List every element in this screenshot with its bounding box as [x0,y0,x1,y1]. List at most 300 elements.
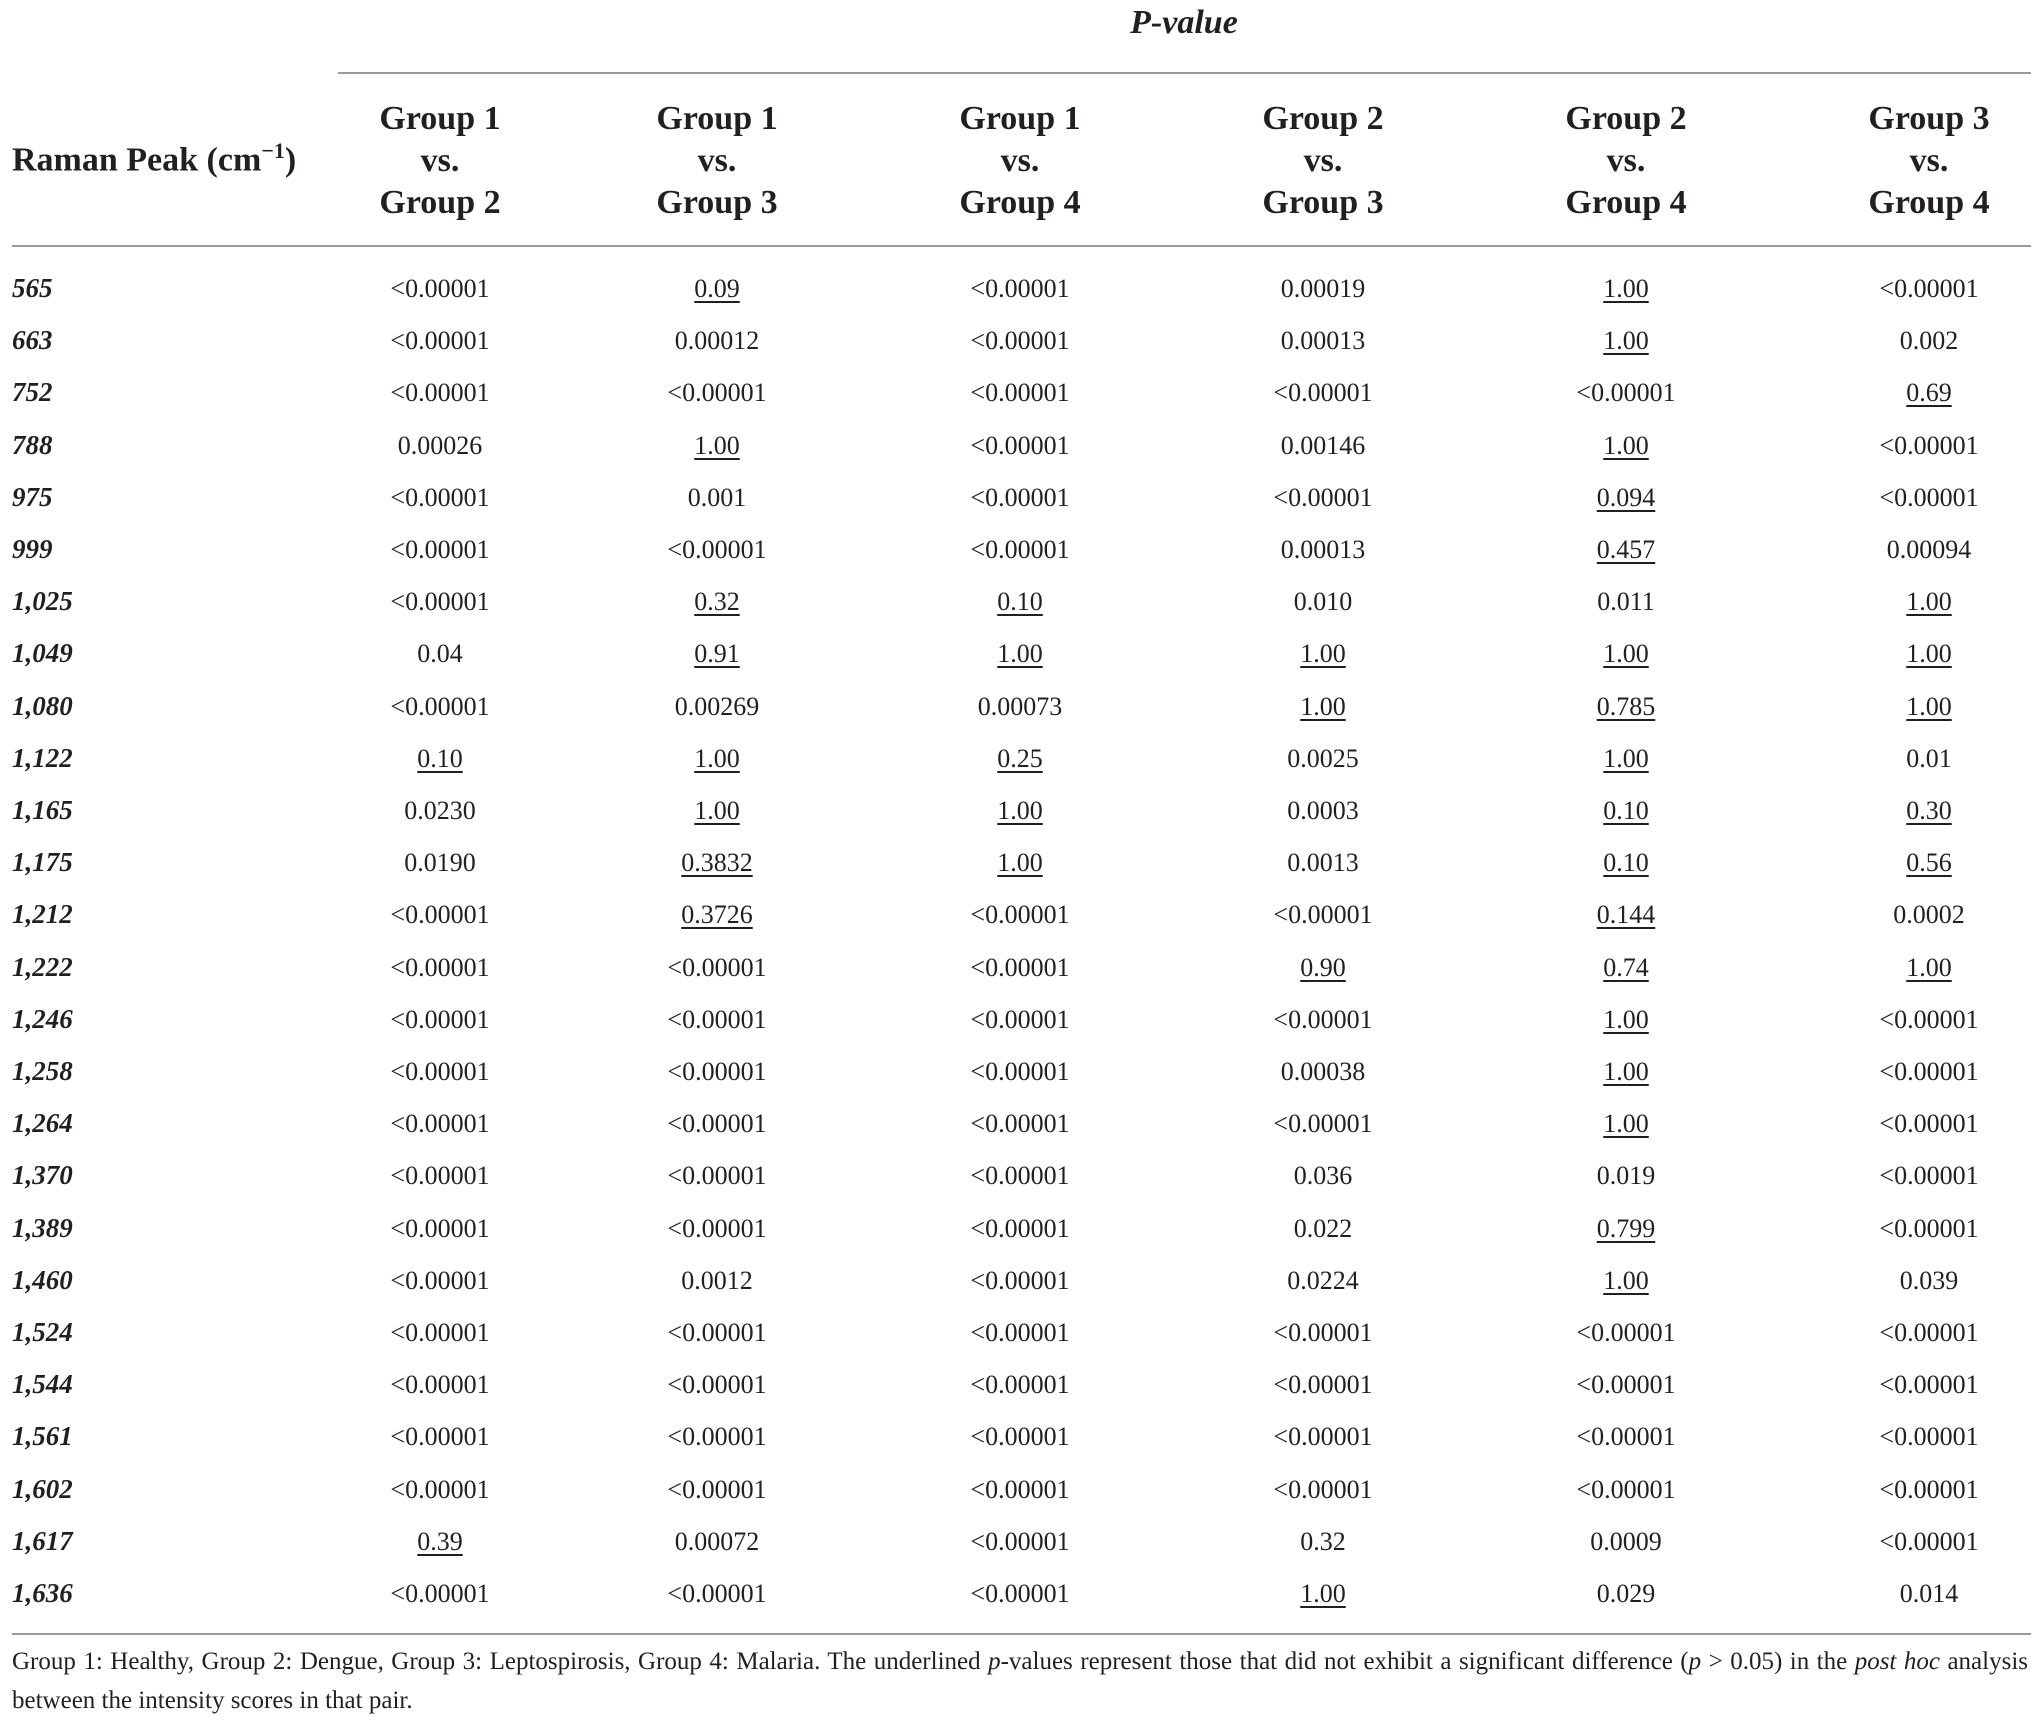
p-value-text: 0.90 [1300,952,1346,982]
footnote-text-4: analysis between the intensity scores in that pair. [12,1648,2028,1714]
p-value-cell [1799,848,2031,878]
raman-peak-label: 565 [12,273,53,303]
p-value-cell [310,900,570,930]
p-value-text: 0.799 [1596,1213,1656,1243]
p-value-text: 1.00 [694,743,740,773]
p-value-text: <0.00001 [970,1004,1070,1034]
p-value-text: 1.00 [694,796,740,825]
p-value-cell [1193,639,1453,669]
p-value-cell [890,796,1150,826]
p-value-text: 0.00072 [674,1526,760,1556]
raman-peak-label: 1,370 [12,1160,73,1191]
raman-peak-label: 1,389 [12,1212,73,1243]
p-value-text: 1.00 [1906,691,1952,721]
p-value-text: <0.00001 [1273,1474,1373,1504]
p-value-cell [310,431,570,461]
p-value-cell [1799,1579,2031,1609]
p-value-text: <0.00001 [1273,482,1373,512]
p-value-text: <0.00001 [667,1004,767,1034]
p-value-cell [890,431,1150,461]
p-value-cell [587,900,847,930]
column-header-line: vs. [697,142,737,179]
p-value-text: 0.00269 [674,691,760,721]
p-value-text: <0.00001 [1879,1004,1979,1034]
p-value-text: 0.56 [1906,848,1952,878]
p-value-cell [1193,1057,1453,1087]
p-value-text: <0.00001 [390,1474,490,1504]
p-value-text: 0.00094 [1886,535,1972,564]
p-value-cell [310,1422,570,1452]
p-value-text: <0.00001 [390,326,490,356]
p-value-cell [890,953,1150,983]
p-value-cell [587,953,847,983]
p-value-text: <0.00001 [1576,1422,1676,1452]
p-value-cell [1496,1475,1756,1505]
p-value-text: 0.0013 [1287,848,1359,878]
p-value-cell [310,378,570,408]
p-value-cell [890,587,1150,617]
p-value-text: 1.00 [1603,326,1649,356]
raman-peak-label: 1,524 [12,1317,73,1347]
p-value-text: 0.00012 [674,326,760,356]
p-value-cell [890,1527,1150,1557]
p-value-cell [1496,274,1756,304]
p-value-cell [1799,1214,2031,1244]
p-value-cell [890,1422,1150,1452]
p-value-text: <0.00001 [390,900,490,930]
raman-peak-label: 1,258 [12,1056,73,1086]
p-value-text: 0.10 [997,587,1043,617]
p-value-text: <0.00001 [970,1213,1070,1243]
p-value-text: <0.00001 [1576,378,1676,408]
p-value-text: <0.00001 [667,1213,767,1243]
p-value-text: <0.00001 [1879,274,1979,303]
p-value-cell [587,1318,847,1348]
p-value-text: 0.91 [694,639,740,669]
p-value-cell [1496,587,1756,617]
header-rule [12,245,2031,247]
p-value-cell [890,1161,1150,1191]
p-value-text: 0.10 [417,743,463,773]
p-value-text: <0.00001 [970,1057,1070,1086]
column-header-line: vs. [1303,142,1343,179]
p-value-cell [587,1057,847,1087]
p-value-text: <0.00001 [970,482,1070,512]
p-value-cell [1799,953,2031,983]
p-value-cell [1799,326,2031,356]
p-value-cell [587,1214,847,1244]
raman-peak-label: 1,025 [12,586,73,617]
p-value-text: 1.00 [1603,1109,1649,1139]
p-value-cell [310,483,570,513]
p-value-text: 1.00 [1300,1579,1346,1608]
p-value-text: <0.00001 [1879,482,1979,512]
p-value-text: <0.00001 [667,952,767,982]
p-value-cell [310,1579,570,1609]
p-value-text: 0.022 [1293,1213,1353,1243]
p-value-cell [587,1005,847,1035]
p-value-text: <0.00001 [1273,1318,1373,1347]
p-value-cell [587,483,847,513]
p-value-text: <0.00001 [970,1161,1070,1191]
p-value-cell [1193,1161,1453,1191]
p-value-cell [890,1475,1150,1505]
p-value-cell [1799,1422,2031,1452]
p-value-text: <0.00001 [667,1161,767,1191]
raman-peak-label: 1,049 [12,638,73,669]
p-value-text: 1.00 [1906,587,1952,617]
p-value-text: <0.00001 [390,1213,490,1243]
p-value-cell [1193,1109,1453,1139]
p-value-cell [310,1318,570,1348]
p-value-text: 1.00 [1603,1057,1649,1086]
p-value-text: <0.00001 [390,1057,490,1086]
p-value-cell [310,953,570,983]
p-value-text: 0.00026 [397,430,483,460]
p-value-cell [890,1057,1150,1087]
column-header-line: Group 2 [1565,100,1687,137]
p-value-cell [310,1005,570,1035]
p-value-cell [1193,848,1453,878]
p-value-text: <0.00001 [1879,1057,1979,1086]
raman-peak-label: 1,212 [12,899,73,930]
p-value-text: <0.00001 [1273,1370,1373,1400]
footnote-p: p [988,1648,1001,1675]
p-value-text: <0.00001 [970,535,1070,564]
p-value-text: <0.00001 [1879,1474,1979,1504]
p-value-cell [587,1527,847,1557]
p-value-cell [1496,1579,1756,1609]
p-value-cell [1799,796,2031,826]
p-value-text: 1.00 [694,430,740,460]
p-value-cell [1496,1214,1756,1244]
p-value-cell [587,1475,847,1505]
p-value-text: 0.3832 [681,848,753,878]
p-value-text: <0.00001 [390,1109,490,1139]
column-header-line: vs. [1000,142,1040,179]
p-value-cell [1193,796,1453,826]
column-header-line: Group 2 [1262,100,1384,137]
p-value-cell [310,692,570,722]
p-value-cell [890,483,1150,513]
p-value-text: <0.00001 [667,1579,767,1608]
p-value-cell [1193,1266,1453,1296]
p-value-cell [1193,483,1453,513]
p-value-cell [1496,1109,1756,1139]
raman-peak-label: 1,080 [12,690,73,721]
p-value-text: 0.00013 [1280,535,1366,564]
p-value-text: <0.00001 [970,1318,1070,1347]
p-value-text: 1.00 [997,639,1043,669]
p-value-cell [1799,431,2031,461]
p-value-cell [310,587,570,617]
p-value-cell [310,1527,570,1557]
p-value-cell [890,1214,1150,1244]
p-value-cell [890,1005,1150,1035]
p-value-text: <0.00001 [1879,1318,1979,1347]
row-header [12,138,296,179]
p-value-cell [310,848,570,878]
column-header-line: Group 4 [1565,184,1687,221]
p-value-cell [890,274,1150,304]
p-value-text: <0.00001 [1576,1370,1676,1400]
column-header-line: Group 4 [959,184,1081,221]
raman-peak-label: 1,264 [12,1108,73,1139]
p-value-cell [587,535,847,565]
p-value-text: <0.00001 [390,1161,490,1191]
p-value-cell [1193,1318,1453,1348]
p-value-text: 0.014 [1899,1579,1959,1608]
p-value-text: <0.00001 [970,1422,1070,1452]
raman-peak-label: 1,246 [12,1003,73,1034]
p-value-text: 0.0190 [404,848,476,878]
p-value-cell [1496,1422,1756,1452]
p-value-cell [890,1579,1150,1609]
column-header-line: Group 3 [1868,100,1990,137]
p-value-text: <0.00001 [1273,378,1373,408]
column-header [1779,98,2031,224]
p-value-cell [1799,692,2031,722]
p-value-cell [1799,1161,2031,1191]
p-value-cell [587,1161,847,1191]
raman-peak-label: 1,460 [12,1264,73,1295]
p-value-text: <0.00001 [1576,1318,1676,1347]
p-value-text: 0.010 [1293,587,1353,617]
raman-peak-label: 1,222 [12,951,73,982]
p-value-text: <0.00001 [667,1057,767,1086]
p-value-text: <0.00001 [1879,1526,1979,1556]
footnote-p2: p [1688,1648,1702,1675]
p-value-text: <0.00001 [667,1422,767,1452]
p-value-text: 0.00013 [1280,326,1366,356]
p-value-text: <0.00001 [970,1265,1070,1295]
column-header [1476,98,1776,224]
p-value-text: <0.00001 [667,535,767,564]
column-header [870,98,1170,224]
p-value-text: <0.00001 [667,378,767,408]
column-header [1173,98,1473,224]
p-value-cell [1799,274,2031,304]
p-value-cell [890,326,1150,356]
p-value-text: 0.0003 [1287,796,1359,825]
column-header-line: Group 1 [379,100,501,137]
p-value-cell [310,1266,570,1296]
footnote-text-1: Group 1: Healthy, Group 2: Dengue, Group 3: Leptospirosis, Group 4: Malaria. The underlined [12,1648,989,1675]
raman-peak-label: 752 [12,377,53,408]
p-value-text: <0.00001 [970,900,1070,930]
p-value-cell [890,535,1150,565]
p-value-text: <0.00001 [970,1474,1070,1504]
p-value-text: 0.09 [694,274,740,303]
p-value-cell [1496,953,1756,983]
p-value-cell [1496,483,1756,513]
p-value-cell [587,848,847,878]
p-value-cell [587,744,847,774]
pvalue-title: P-value [1130,4,1238,41]
p-value-text: <0.00001 [970,430,1070,460]
p-value-text: 0.04 [417,639,463,669]
p-value-text: 0.039 [1899,1265,1959,1295]
p-value-cell [587,431,847,461]
p-value-text: 1.00 [1603,1004,1649,1034]
p-value-text: 1.00 [1300,639,1346,669]
p-value-text: <0.00001 [970,1109,1070,1139]
p-value-cell [1799,1475,2031,1505]
p-value-cell [587,1109,847,1139]
p-value-cell [1496,1266,1756,1296]
p-value-cell [1193,692,1453,722]
footnote-text-2: -values represent those that did not exhibit a significant difference ( [1000,1648,1689,1675]
p-value-cell [890,848,1150,878]
p-value-text: <0.00001 [390,952,490,982]
p-value-cell [310,744,570,774]
footnote-posthoc: post hoc [1854,1648,1940,1675]
p-value-cell [1496,1057,1756,1087]
p-value-cell [587,639,847,669]
p-value-text: 0.01 [1906,743,1952,773]
p-value-cell [1193,587,1453,617]
footer-rule [12,1633,2031,1635]
p-value-cell [310,1214,570,1244]
p-value-text: 0.32 [1300,1526,1346,1556]
p-value-text: 0.019 [1596,1161,1656,1191]
p-value-text: <0.00001 [390,1579,490,1608]
p-value-text: 0.0230 [404,796,476,825]
p-value-text: 0.002 [1899,326,1959,356]
column-header-line: Group 3 [1262,184,1384,221]
p-value-cell [1496,1005,1756,1035]
p-value-text: <0.00001 [1273,900,1373,930]
raman-peak-label: 1,175 [12,847,73,878]
p-value-text: <0.00001 [667,1474,767,1504]
p-value-text: <0.00001 [390,1004,490,1034]
p-value-cell [1799,900,2031,930]
p-value-text: <0.00001 [667,1109,767,1139]
p-value-text: 0.0025 [1287,743,1359,773]
p-value-text: <0.00001 [970,1579,1070,1608]
p-value-text: <0.00001 [1879,1422,1979,1452]
p-value-cell [1496,431,1756,461]
p-value-text: 1.00 [1906,952,1952,982]
p-value-text: <0.00001 [970,952,1070,982]
p-value-text: 0.0002 [1893,900,1965,930]
p-value-cell [587,326,847,356]
p-value-cell [310,796,570,826]
p-value-cell [1496,535,1756,565]
p-value-cell [890,1318,1150,1348]
p-value-cell [1193,326,1453,356]
p-value-text: 1.00 [997,848,1043,878]
p-value-cell [1193,1475,1453,1505]
p-value-cell [310,1475,570,1505]
p-value-cell [587,1579,847,1609]
p-value-cell [1799,744,2031,774]
row-header-label: Raman Peak (cm [12,141,262,179]
p-value-text: 1.00 [1300,691,1346,721]
p-value-text: <0.00001 [1879,1370,1979,1400]
column-header-line: vs. [1909,142,1949,179]
p-value-cell [1799,378,2031,408]
raman-peak-label: 788 [12,429,53,460]
p-value-cell [1799,1318,2031,1348]
p-value-cell [1193,744,1453,774]
p-value-cell [310,1161,570,1191]
row-header-close: ) [284,141,297,179]
column-header-line: Group 2 [379,184,501,221]
raman-peak-label: 1,617 [12,1525,73,1556]
p-value-cell [310,639,570,669]
p-value-text: <0.00001 [1273,1109,1373,1139]
p-value-cell [1193,274,1453,304]
p-value-cell [310,535,570,565]
p-value-text: <0.00001 [667,1370,767,1400]
p-value-text: 0.0009 [1590,1526,1662,1556]
p-value-cell [1193,1370,1453,1400]
p-value-cell [310,326,570,356]
p-value-text: <0.00001 [667,1318,767,1347]
column-header-line: vs. [1606,142,1646,179]
p-value-text: <0.00001 [390,1422,490,1452]
raman-peak-label: 1,561 [12,1421,73,1452]
p-value-text: <0.00001 [970,1370,1070,1400]
p-value-text: <0.00001 [390,482,490,512]
p-value-cell [1193,1527,1453,1557]
p-value-cell [1193,1214,1453,1244]
p-value-text: 1.00 [1603,639,1649,669]
raman-peak-label: 1,636 [12,1578,73,1608]
table-footnote [12,1642,2028,1720]
p-value-cell [1496,639,1756,669]
p-value-text: 0.0224 [1287,1265,1359,1295]
raman-peak-label: 663 [12,325,53,356]
p-value-cell [890,1109,1150,1139]
p-value-cell [587,378,847,408]
p-value-text: 0.74 [1603,952,1649,982]
p-value-cell [890,1370,1150,1400]
p-value-text: <0.00001 [1879,1161,1979,1191]
p-value-text: <0.00001 [1879,1109,1979,1139]
p-value-text: 0.25 [997,743,1043,773]
p-value-cell [1496,1527,1756,1557]
p-value-text: 0.144 [1596,900,1656,930]
p-value-text: <0.00001 [1576,1474,1676,1504]
p-value-text: <0.00001 [1879,430,1979,460]
pvalue-rule [338,72,2031,74]
p-value-text: 1.00 [1603,274,1649,303]
p-value-text: 0.3726 [681,900,753,930]
p-value-cell [890,744,1150,774]
p-value-cell [1193,1422,1453,1452]
p-value-cell [1496,378,1756,408]
p-value-text: 0.0012 [681,1265,753,1295]
column-header-line: Group 3 [656,184,778,221]
p-value-text: 0.00038 [1280,1057,1366,1086]
p-value-cell [310,274,570,304]
p-value-cell [1496,848,1756,878]
p-value-cell [310,1057,570,1087]
p-value-text: 0.10 [1603,848,1649,878]
p-value-text: 1.00 [1906,639,1952,669]
p-value-cell [1193,1005,1453,1035]
p-value-cell [587,587,847,617]
p-value-cell [1799,535,2031,565]
p-value-text: 0.69 [1906,378,1952,408]
p-value-text: <0.00001 [390,691,490,721]
p-value-cell [1193,900,1453,930]
p-value-cell [1496,326,1756,356]
p-value-text: <0.00001 [390,1265,490,1295]
p-value-cell [1496,1161,1756,1191]
